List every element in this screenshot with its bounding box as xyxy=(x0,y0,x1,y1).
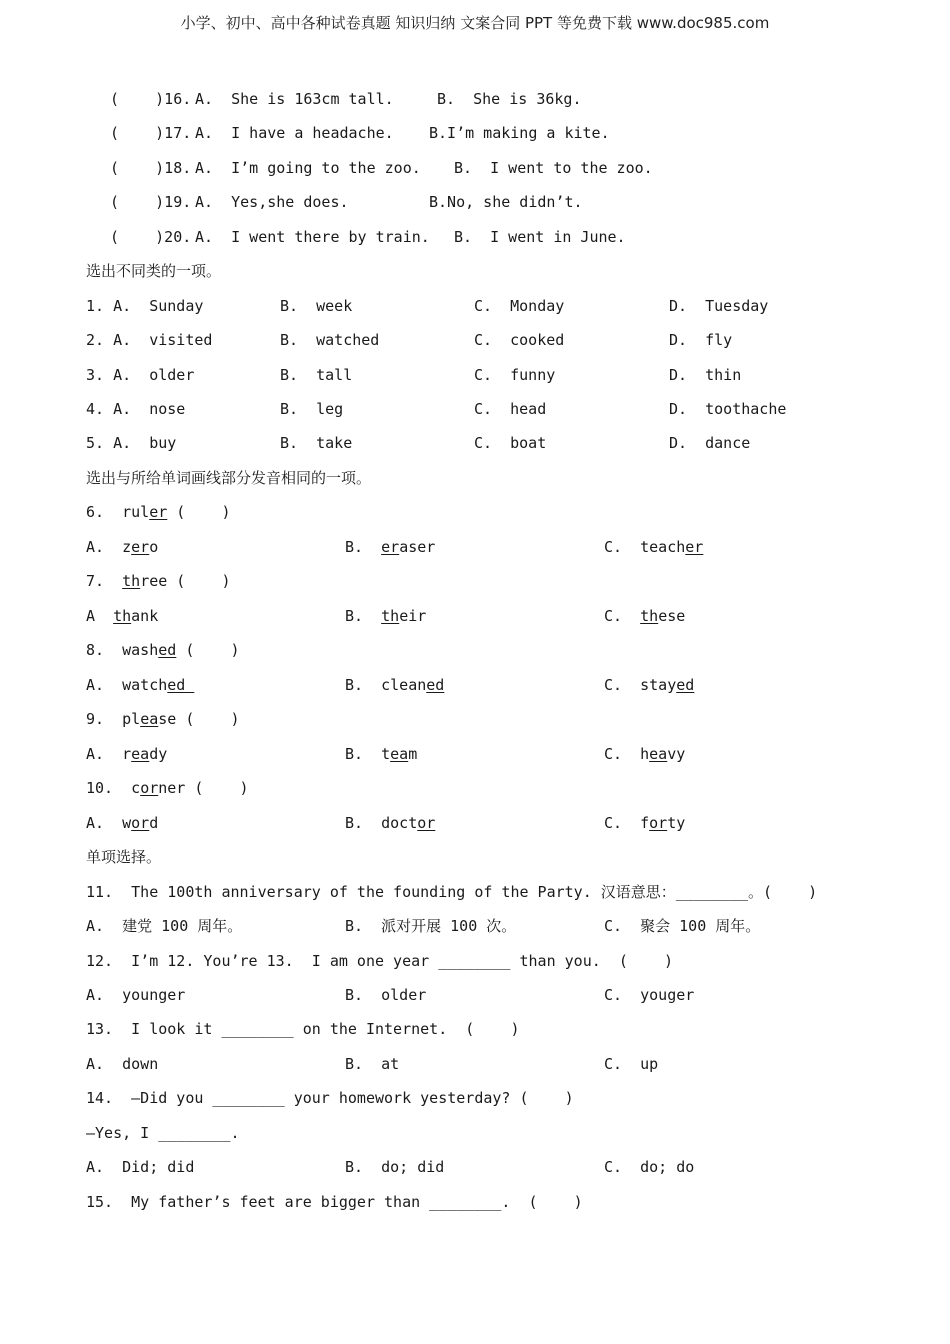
option-d: D. toothache xyxy=(669,400,787,418)
option-c: C. Monday xyxy=(474,297,565,315)
question-12: 12. I’m 12. You’re 13. I am one year ________ than you. ( ) xyxy=(86,952,673,970)
option-a: 3. A. older xyxy=(86,366,195,384)
phonics-question: 8. washed ( ) xyxy=(86,641,240,659)
option-b: B. eraser xyxy=(345,538,436,556)
option-c: C. head xyxy=(474,400,547,418)
option-b: B. at xyxy=(345,1055,400,1073)
question-number: ( )18. xyxy=(110,159,192,177)
option-b: B. their xyxy=(345,607,427,625)
question-11: 11. The 100th anniversary of the founding of the Party. 汉语意思：________。( ) xyxy=(86,883,818,901)
option-a: A. zero xyxy=(86,538,159,556)
question-number: ( )20. xyxy=(110,228,192,246)
option-a: A. ready xyxy=(86,745,168,763)
option-b: B. leg xyxy=(280,400,344,418)
option-b: B. take xyxy=(280,434,353,452)
option-a: 4. A. nose xyxy=(86,400,186,418)
option-b: B. doctor xyxy=(345,814,436,832)
section-title-multiple-choice: 单项选择。 xyxy=(86,848,162,866)
option-b: B.I’m making a kite. xyxy=(429,124,610,142)
option-a: A thank xyxy=(86,607,159,625)
option-a: A. word xyxy=(86,814,159,832)
question-number: ( )16. xyxy=(110,90,192,108)
option-c: C. youger xyxy=(604,986,695,1004)
option-a: A. She is 163cm tall. xyxy=(195,90,394,108)
question-number: ( )17. xyxy=(110,124,192,142)
option-d: D. dance xyxy=(669,434,751,452)
option-a: A. younger xyxy=(86,986,186,1004)
option-c: C. stayed xyxy=(604,676,695,694)
option-a: A. I’m going to the zoo. xyxy=(195,159,421,177)
option-a: A. Did; did xyxy=(86,1158,195,1176)
option-b: B. cleaned xyxy=(345,676,445,694)
option-c: C. teacher xyxy=(604,538,704,556)
option-b: B. tall xyxy=(280,366,353,384)
question-13: 13. I look it ________ on the Internet. ( ) xyxy=(86,1020,520,1038)
option-c: C. heavy xyxy=(604,745,686,763)
option-b: B. 派对开展 100 次。 xyxy=(345,917,517,935)
option-b: B.No, she didn’t. xyxy=(429,193,583,211)
section-title-odd-one-out: 选出不同类的一项。 xyxy=(86,262,222,280)
option-a: 1. A. Sunday xyxy=(86,297,204,315)
question-number: ( )19. xyxy=(110,193,192,211)
phonics-question: 7. three ( ) xyxy=(86,572,231,590)
option-b: B. watched xyxy=(280,331,380,349)
phonics-question: 9. please ( ) xyxy=(86,710,240,728)
option-b: B. older xyxy=(345,986,427,1004)
question-14-reply: —Yes, I ________. xyxy=(86,1124,240,1142)
option-b: B. She is 36kg. xyxy=(437,90,582,108)
option-a: A. I have a headache. xyxy=(195,124,394,142)
option-b: B. do; did xyxy=(345,1158,445,1176)
option-c: C. funny xyxy=(474,366,556,384)
phonics-question: 10. corner ( ) xyxy=(86,779,249,797)
option-a: A. I went there by train. xyxy=(195,228,430,246)
option-c: C. do; do xyxy=(604,1158,695,1176)
option-b: B. week xyxy=(280,297,353,315)
option-a: 5. A. buy xyxy=(86,434,177,452)
option-c: C. 聚会 100 周年。 xyxy=(604,917,761,935)
option-c: C. boat xyxy=(474,434,547,452)
option-a: 2. A. visited xyxy=(86,331,213,349)
option-c: C. these xyxy=(604,607,686,625)
option-a: A. Yes,she does. xyxy=(195,193,349,211)
question-14: 14. —Did you ________ your homework yesterday? ( ) xyxy=(86,1089,574,1107)
option-b: B. I went in June. xyxy=(454,228,626,246)
section-title-phonics: 选出与所给单词画线部分发音相同的一项。 xyxy=(86,469,372,487)
option-d: D. Tuesday xyxy=(669,297,769,315)
option-b: B. I went to the zoo. xyxy=(454,159,653,177)
page-header: 小学、初中、高中各种试卷真题 知识归纳 文案合同 PPT 等免费下载 www.doc985.com xyxy=(180,14,770,32)
option-c: C. forty xyxy=(604,814,686,832)
option-a: A. down xyxy=(86,1055,159,1073)
option-b: B. team xyxy=(345,745,418,763)
option-d: D. fly xyxy=(669,331,733,349)
option-a: A. 建党 100 周年。 xyxy=(86,917,243,935)
option-a: A. watched xyxy=(86,676,195,694)
question-15: 15. My father’s feet are bigger than ________. ( ) xyxy=(86,1193,583,1211)
option-d: D. thin xyxy=(669,366,742,384)
phonics-question: 6. ruler ( ) xyxy=(86,503,231,521)
option-c: C. cooked xyxy=(474,331,565,349)
option-c: C. up xyxy=(604,1055,659,1073)
